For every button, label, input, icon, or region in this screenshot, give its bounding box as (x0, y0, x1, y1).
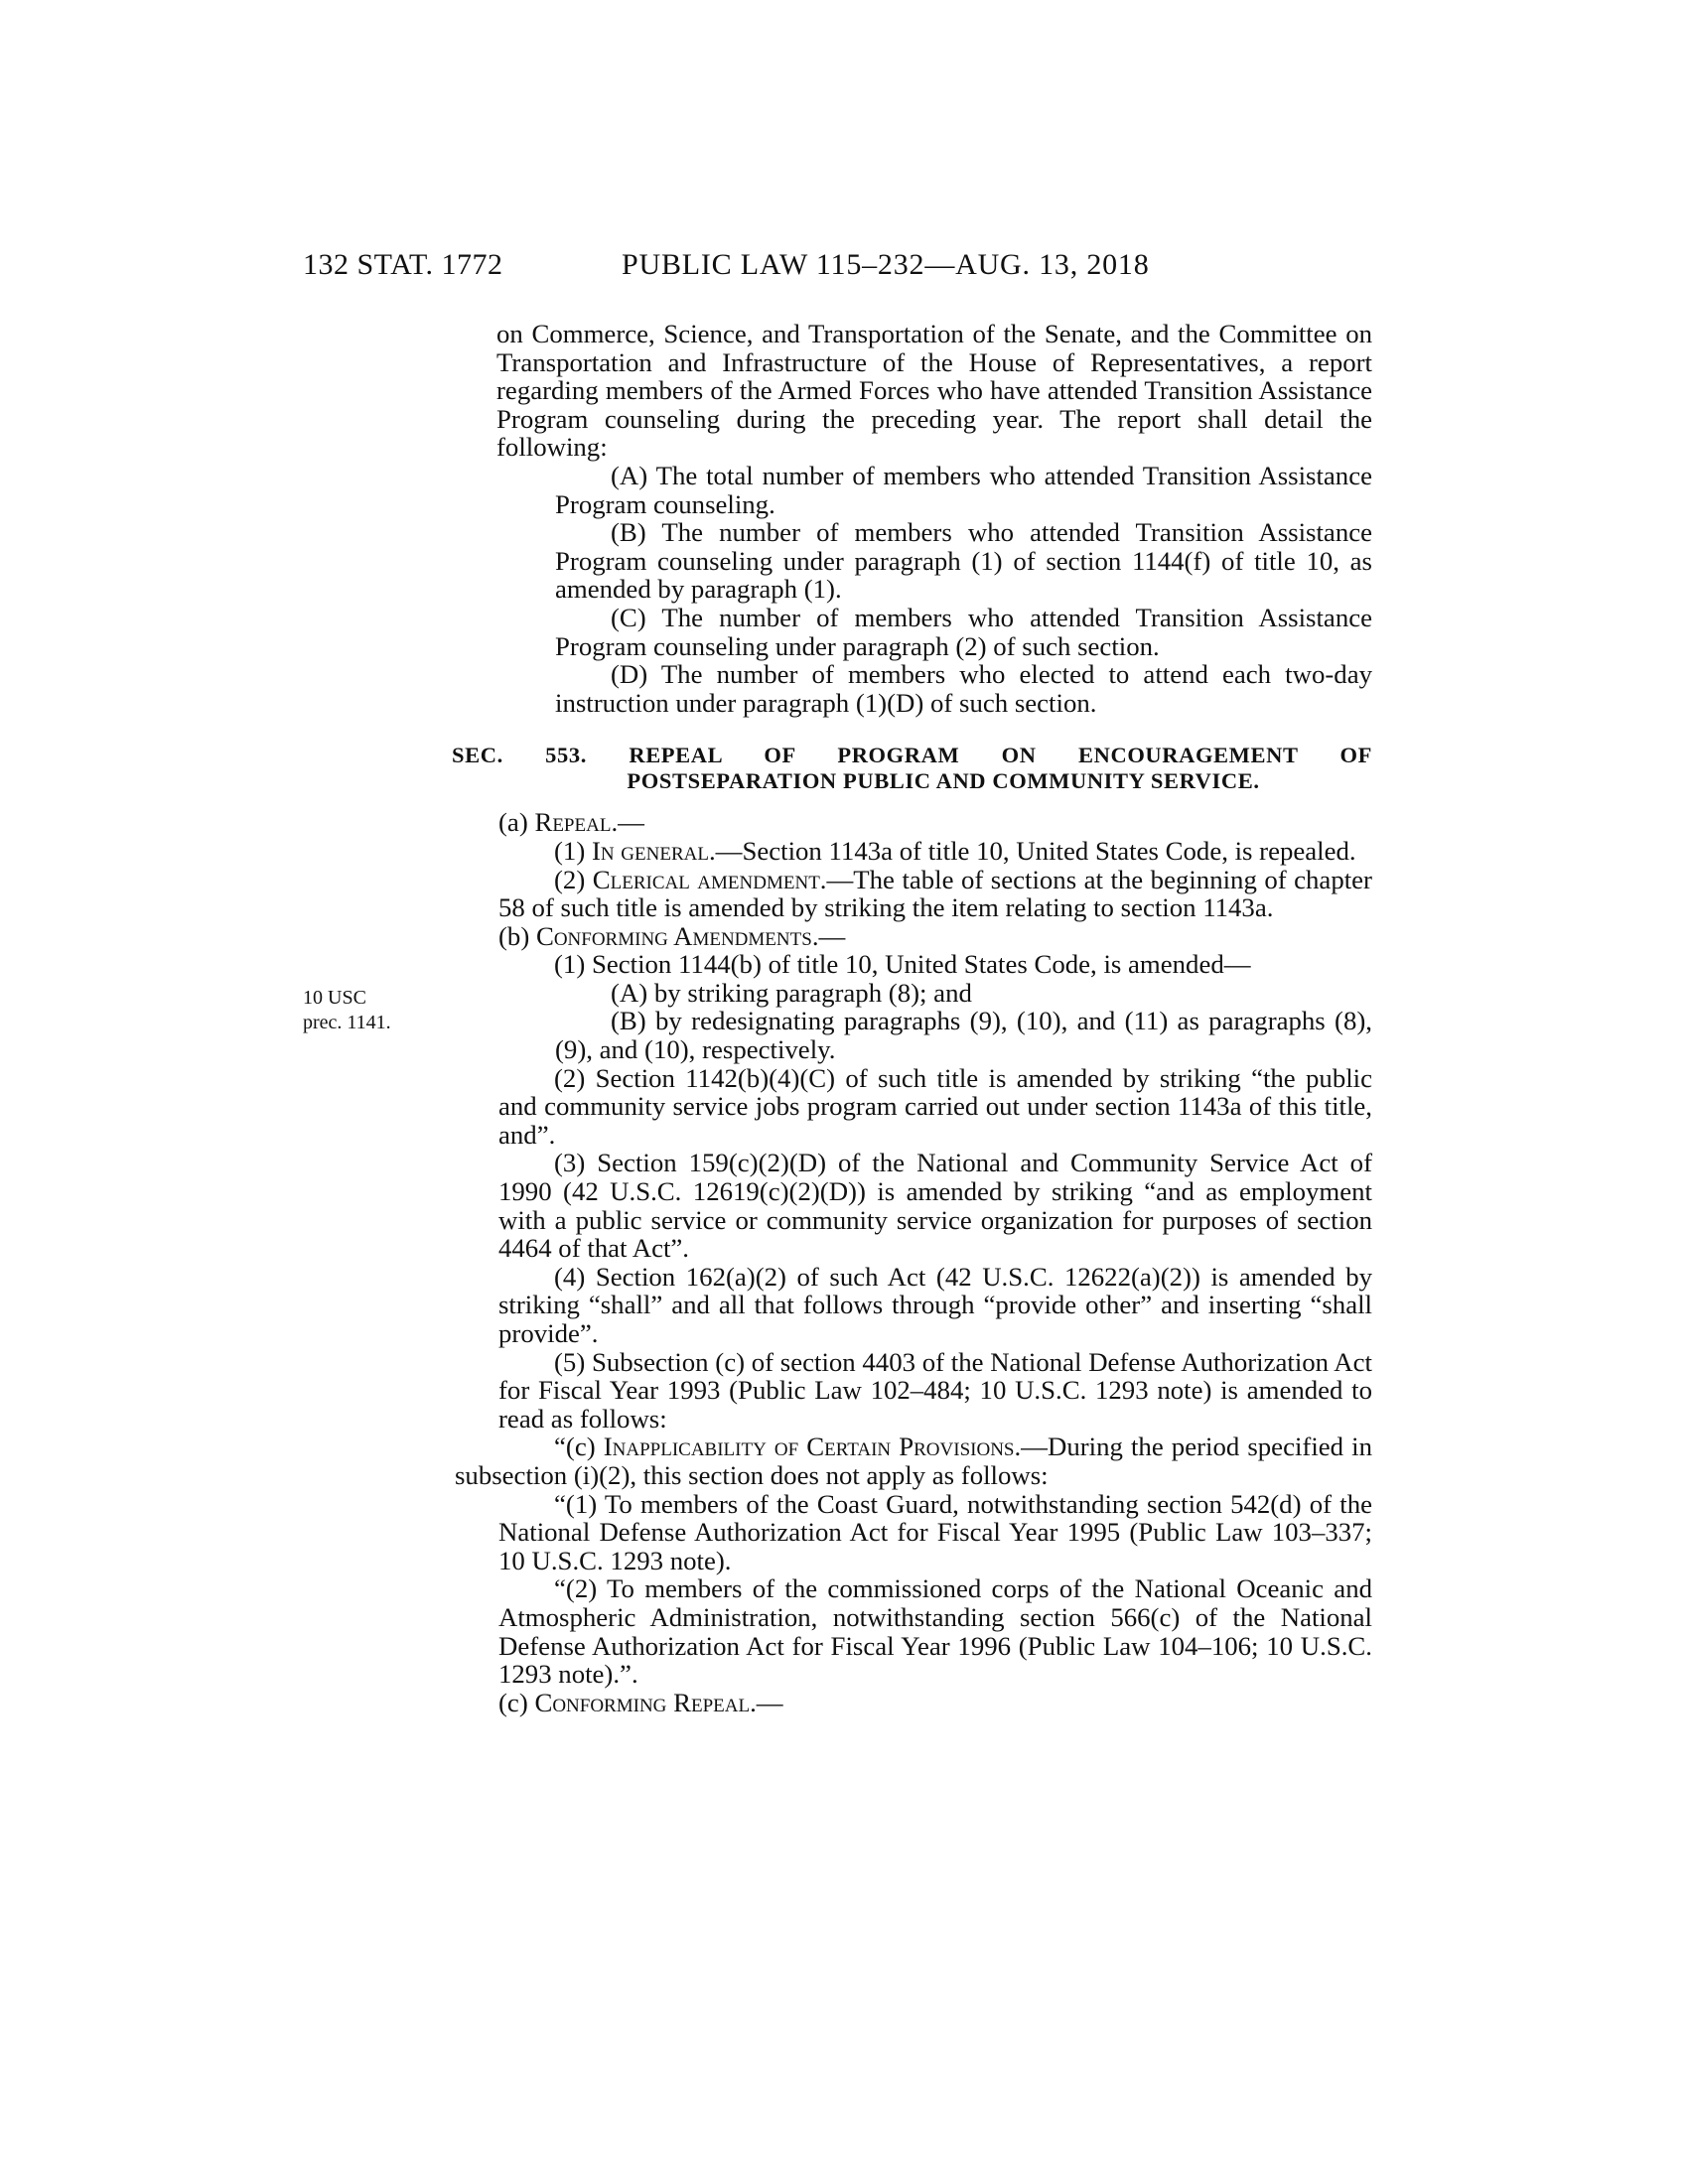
paragraph-a2 (498, 866, 1372, 922)
page-header (0, 248, 1688, 288)
paragraph-b3: (3) Section 159(c)(2)(D) of the National and Community Service Act of 1990 (42 U.S.C. 12619(c)(2)(D)) is amended by striking “and as employment with a public service or community service organization for purposes of section 4464 of that Act”. (498, 1148, 1372, 1264)
paragraph-a2-text: .—The table of sections at the beginning of chapter 58 of such title is amended by striking the item relating to section 1143a. (498, 864, 1372, 923)
quoted-c-number: “(c) (554, 1432, 604, 1462)
subsection-b-number: (b) (498, 920, 536, 951)
paragraph-a1 (498, 837, 1372, 866)
subsection-c-dash: .— (750, 1687, 783, 1717)
item-c: (C) The number of members who attended Transition Assistance Program counseling under paragraph (2) of such section. (555, 602, 1372, 661)
quoted-c-text: .—During the period specified in subsection (i)(2), this section does not apply as follows: (455, 1432, 1372, 1490)
paragraph-b1: (1) Section 1144(b) of title 10, United States Code, is amended— (554, 949, 1251, 980)
item-b: (B) The number of members who attended Transition Assistance Program counseling under paragraph (1) of section 1144(f) of title 10, as amended by paragraph (1). (555, 517, 1372, 605)
margin-note-line1: 10 USC (303, 987, 366, 1009)
subsection-a-number: (a) (498, 807, 535, 838)
subsection-a-title: Repeal (534, 807, 612, 838)
paragraph-b4: (4) Section 162(a)(2) of such Act (42 U.S.C. 12622(a)(2)) is amended by striking “shall” and all that follows through “provide other” and inserting “shall provide”. (498, 1261, 1372, 1348)
quoted-paragraph-2: “(2) To members of the commissioned corps of the National Oceanic and Atmospheric Administration, notwithstanding section 566(c) of the National Defense Authorization Act for Fiscal Year 1996 (Public Law 104–106; 10 U.S.C. 1293 note).”. (498, 1573, 1372, 1690)
document-body (452, 319, 1372, 1717)
paragraph-a1-text: .—Section 1143a of title 10, United States Code, is repealed. (708, 835, 1356, 866)
subsection-a-dash: .— (611, 807, 644, 838)
paragraph-b1-b: (B) by redesignating paragraphs (9), (10), and (11) as paragraphs (8), (9), and (10), respectively. (555, 1006, 1372, 1065)
margin-note-line2: prec. 1141. (303, 1012, 391, 1033)
quoted-c-title: Inapplicability of Certain Provisions (603, 1432, 1015, 1462)
quoted-subsection-c (455, 1433, 1372, 1489)
paragraph-a2-title: Clerical amendment (592, 864, 820, 894)
section-heading (452, 743, 1372, 794)
subsection-c-title: Conforming Repeal (534, 1687, 751, 1717)
subsection-b-heading (498, 922, 1372, 951)
margin-note (303, 986, 391, 1035)
paragraph-b2: (2) Section 1142(b)(4)(C) of such title is amended by striking “the public and community service jobs program carried out under section 1143a of this title, and”. (498, 1062, 1372, 1150)
paragraph-a1-title: In general (591, 835, 709, 866)
paragraph-a2-number: (2) (554, 864, 593, 894)
quoted-paragraph-1: “(1) To members of the Coast Guard, notwithstanding section 542(d) of the National Defense Authorization Act for Fiscal Year 1995 (Public Law 103–337; 10 U.S.C. 1293 note). (498, 1488, 1372, 1575)
subsection-c-heading (498, 1689, 1372, 1717)
paragraph-b1-a: (A) by striking paragraph (8); and (611, 977, 972, 1008)
paragraph-b5: (5) Subsection (c) of section 4403 of the National Defense Authorization Act for Fiscal Year 1993 (Public Law 102–484; 10 U.S.C. 1293 note) is amended to read as follows: (498, 1346, 1372, 1433)
subsection-a-heading (498, 808, 1372, 837)
running-head: PUBLIC LAW 115–232—AUG. 13, 2018 (622, 248, 1150, 281)
subsection-b-dash: .— (811, 920, 846, 951)
statute-citation: 132 STAT. 1772 (303, 248, 503, 281)
item-a: (A) The total number of members who attended Transition Assistance Program counseling. (555, 460, 1372, 519)
section-heading-line1: SEC. 553. REPEAL OF PROGRAM ON ENCOURAGEMENT OF (452, 743, 1372, 768)
section-heading-line2: POSTSEPARATION PUBLIC AND COMMUNITY SERVICE. (627, 768, 1260, 794)
intro-paragraph: on Commerce, Science, and Transportation of the Senate, and the Committee on Transportation and Infrastructure of the House of Representatives, a report regarding members of the Armed Forces who have attended Transition Assistance Program counseling during the preceding year. The report shall detail the following: (496, 319, 1372, 463)
item-d: (D) The number of members who elected to attend each two-day instruction under paragraph (1)(D) of such section. (555, 659, 1372, 718)
subsection-c-number: (c) (498, 1687, 535, 1717)
paragraph-a1-number: (1) (554, 835, 592, 866)
subsection-b-title: Conforming Amendments (535, 920, 812, 951)
